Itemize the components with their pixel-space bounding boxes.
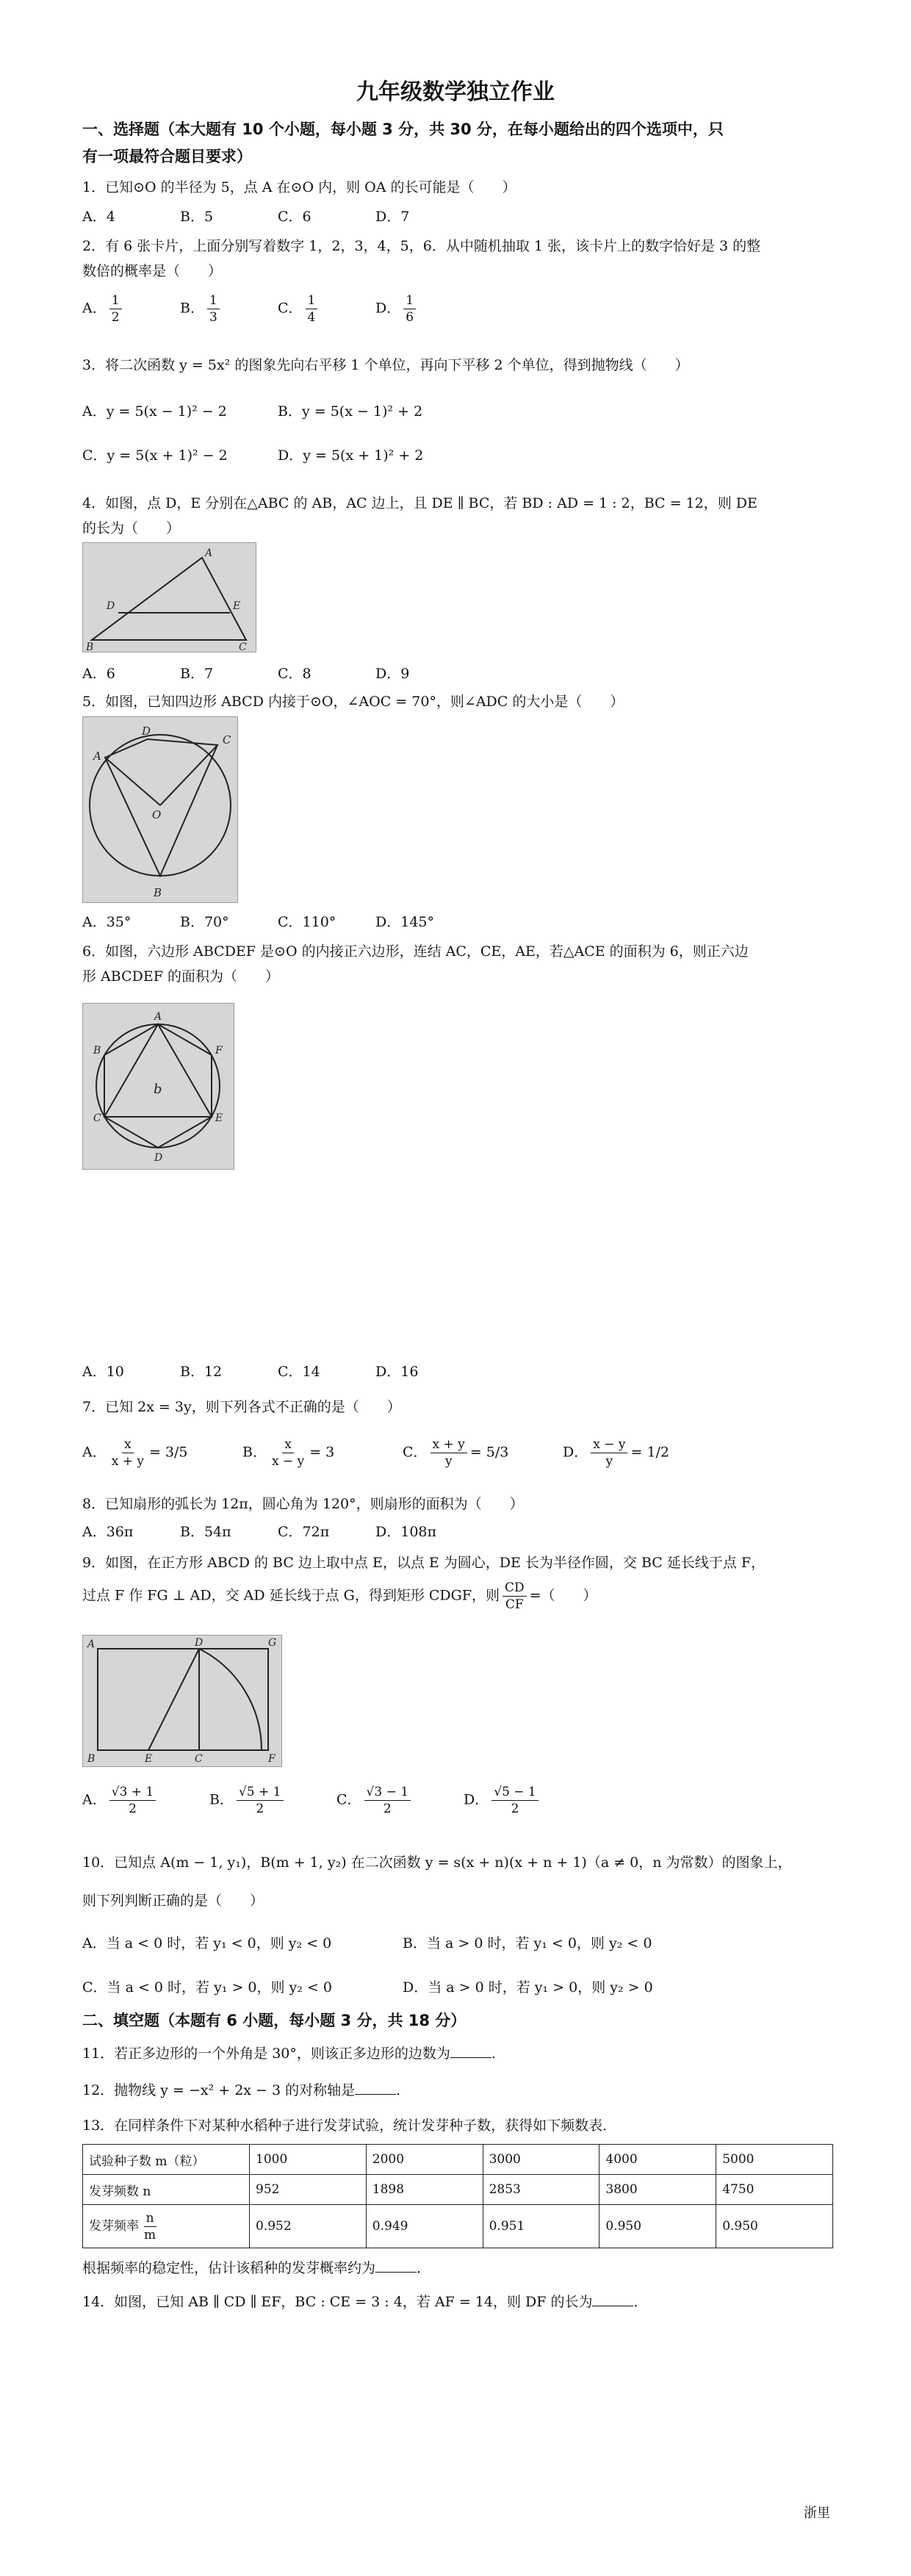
q4-label-e: E	[233, 600, 241, 612]
question-4-line2: 的长为（ ）	[82, 520, 181, 536]
q9-option-d: D． $\frac{√5 - 1}{2}$	[464, 1784, 541, 1817]
question-10-line2: 则下列判断正确的是（ ）	[82, 1893, 264, 1909]
q4-label-a: A	[205, 547, 213, 559]
q9-label-d: D	[195, 1637, 204, 1649]
table-cell: 0.952	[250, 2205, 367, 2248]
q6-hexagon-figure	[82, 1003, 234, 1170]
question-10-line1: 10．已知点 A(m − 1, y₁)，B(m + 1, y₂) 在二次函数 y = s(x + n)(x + n + 1)（a ≠ 0，n 为常数）的图象上，	[82, 1854, 792, 1871]
question-12: 12．抛物线 y = −x² + 2x − 3 的对称轴是 ．	[82, 2078, 410, 2103]
q5-figure-svg	[83, 717, 237, 902]
q5-label-c: C	[223, 733, 231, 746]
q8-option-a: A．36π	[82, 1524, 134, 1540]
q9-label-e: E	[145, 1753, 153, 1765]
q5-option-c: C．110°	[278, 914, 336, 930]
q6-label-o: b	[154, 1082, 162, 1097]
q10-option-c: C．当 a < 0 时，若 y₁ > 0，则 y₂ < 0	[82, 1979, 332, 1996]
table-row	[83, 2175, 833, 2205]
q9-square-figure	[82, 1635, 282, 1767]
table-cell: 2000	[366, 2145, 483, 2175]
q5-option-b: B．70°	[180, 914, 229, 930]
q13-answer-blank[interactable]	[375, 2257, 417, 2273]
section-1-heading-line2: 有一项最符合题目要求）	[82, 148, 252, 165]
q8-option-b: B．54π	[180, 1524, 231, 1540]
question-2-line1: 2．有 6 张卡片，上面分别写着数字 1，2，3，4，5，6．从中随机抽取 1 张，该卡片上的数字恰好是 3 的整	[82, 238, 761, 254]
q1-option-d: D．7	[375, 209, 410, 225]
q12-answer-blank[interactable]	[355, 2079, 396, 2095]
segment-co	[160, 745, 217, 805]
arc-df	[199, 1649, 262, 1750]
q4-label-d: D	[107, 600, 115, 612]
row-header-n: 发芽频数 n	[83, 2175, 250, 2205]
germination-table	[82, 2144, 833, 2248]
question-2-line2: 数倍的概率是（ ）	[82, 263, 223, 279]
q2-option-b: B． $\frac{1}{3}$	[180, 292, 223, 325]
table-cell: 0.951	[483, 2205, 599, 2248]
q10-option-b: B．当 a > 0 时，若 y₁ < 0，则 y₂ < 0	[403, 1935, 652, 1951]
question-7: 7．已知 2x = 3y，则下列各式不正确的是（ ）	[82, 1399, 401, 1415]
question-3: 3．将二次函数 y = 5x² 的图象先向右平移 1 个单位，再向下平移 2 个单位，得到抛物线（ ）	[82, 357, 689, 373]
question-9-line2: 过点 F 作 FG ⊥ AD，交 AD 延长线于点 G，得到矩形 CDGF，则 $\frac{CD}{CF}$ =（ ）	[82, 1580, 597, 1612]
q1-option-a: A．4	[82, 209, 115, 225]
q9-option-b: B． $\frac{√5 + 1}{2}$	[209, 1784, 287, 1817]
table-cell: 4000	[599, 2145, 716, 2175]
q6-option-a: A．10	[82, 1364, 124, 1380]
table-cell: 3000	[483, 2145, 599, 2175]
footer-watermark: 浙里	[804, 2505, 830, 2521]
q9-label-a: A	[87, 1638, 96, 1650]
table-cell: 952	[250, 2175, 367, 2205]
q6-label-b: B	[93, 1045, 101, 1057]
q6-option-d: D．16	[375, 1364, 419, 1380]
table-cell: 0.950	[716, 2205, 833, 2248]
q9-label-f: F	[268, 1753, 276, 1765]
q10-option-a: A．当 a < 0 时，若 y₁ < 0，则 y₂ < 0	[82, 1935, 332, 1951]
triangle-abc	[92, 558, 246, 640]
q6-option-b: B．12	[180, 1364, 223, 1380]
question-13: 13．在同样条件下对某种水稻种子进行发芽试验，统计发芽种子数，获得如下频数表．	[82, 2118, 617, 2134]
table-cell: 5000	[716, 2145, 833, 2175]
q9-option-c: C． $\frac{√3 - 1}{2}$	[336, 1784, 414, 1817]
q9-option-a: A． $\frac{√3 + 1}{2}$	[82, 1784, 159, 1817]
q9-figure-svg	[83, 1636, 281, 1766]
q2-option-c: C． $\frac{1}{4}$	[278, 292, 320, 325]
question-1: 1．已知⊙O 的半径为 5，点 A 在⊙O 内，则 OA 的长可能是（ ）	[82, 179, 516, 195]
q10-option-d: D．当 a > 0 时，若 y₁ > 0，则 y₂ > 0	[403, 1979, 653, 1996]
q6-label-c: C	[93, 1112, 101, 1124]
q5-label-b: B	[154, 886, 162, 899]
section-1-heading-line1: 一、选择题（本大题有 10 个小题，每小题 3 分，共 30 分，在每小题给出的四个选项中，只	[82, 120, 724, 138]
table-row	[83, 2205, 833, 2248]
q6-label-a: A	[154, 1011, 162, 1023]
q3-option-a: A．y = 5(x − 1)² − 2	[82, 403, 227, 420]
q9-label-c: C	[195, 1753, 203, 1765]
q14-answer-blank[interactable]	[592, 2291, 633, 2306]
q6-label-d: D	[154, 1152, 163, 1164]
quadrilateral-abcd	[105, 739, 217, 876]
table-cell: 3800	[599, 2175, 716, 2205]
q11-answer-blank[interactable]	[450, 2043, 491, 2058]
question-14: 14．如图，已知 AB ∥ CD ∥ EF，BC : CE = 3 : 4，若 AF = 14，则 DF 的长为 ．	[82, 2289, 647, 2314]
table-cell: 4750	[716, 2175, 833, 2205]
question-6-line2: 形 ABCDEF 的面积为（ ）	[82, 968, 279, 985]
q5-label-a: A	[93, 749, 101, 763]
q5-circle-figure	[82, 716, 238, 903]
q1-option-c: C．6	[278, 209, 312, 225]
q2-option-a: A． $\frac{1}{2}$	[82, 292, 125, 325]
row-header-m: 试验种子数 m（粒）	[83, 2145, 250, 2175]
row-header-frequency: 发芽频率 $\frac{n}{m}$	[83, 2205, 250, 2248]
table-cell: 2853	[483, 2175, 599, 2205]
q4-option-d: D．9	[375, 666, 410, 682]
q6-label-f: F	[215, 1045, 223, 1057]
q3-option-c: C．y = 5(x + 1)² − 2	[82, 447, 228, 464]
question-9-line1: 9．如图，在正方形 ABCD 的 BC 边上取中点 E，以点 E 为圆心，DE 长为半径作圆，交 BC 延长线于点 F，	[82, 1555, 766, 1571]
q6-label-e: E	[215, 1112, 223, 1124]
q7-option-d: D． $\frac{x - y}{y}$ = 1/2	[563, 1437, 670, 1469]
q6-option-c: C．14	[278, 1364, 320, 1380]
table-cell: 1898	[366, 2175, 483, 2205]
q9-label-b: B	[87, 1753, 96, 1765]
question-4-line1: 4．如图，点 D，E 分别在△ABC 的 AB，AC 边上，且 DE ∥ BC，若 BD : AD = 1 : 2，BC = 12，则 DE	[82, 495, 757, 511]
q5-option-d: D．145°	[375, 914, 434, 930]
q7-option-a: A． $\frac{x}{x + y}$ = 3/5	[82, 1437, 188, 1469]
q8-option-c: C．72π	[278, 1524, 330, 1540]
segment-ao	[105, 758, 160, 805]
q2-option-d: D． $\frac{1}{6}$	[375, 292, 419, 325]
q4-label-b: B	[86, 641, 94, 652]
triangle-ace	[104, 1024, 212, 1117]
q4-figure-svg	[83, 543, 256, 652]
q4-triangle-figure	[82, 542, 256, 652]
table-cell: 1000	[250, 2145, 367, 2175]
q6-figure-svg	[83, 1004, 234, 1169]
table-cell: 0.949	[366, 2205, 483, 2248]
q4-option-a: A．6	[82, 666, 115, 682]
q8-option-d: D．108π	[375, 1524, 436, 1540]
question-6-line1: 6．如图，六边形 ABCDEF 是⊙O 的内接正六边形，连结 AC，CE，AE，若△ACE 的面积为 6，则正六边	[82, 943, 749, 960]
question-8: 8．已知扇形的弧长为 12π，圆心角为 120°，则扇形的面积为（ ）	[82, 1496, 524, 1512]
q5-label-o: O	[152, 808, 162, 821]
q4-label-c: C	[239, 641, 247, 652]
section-2-heading: 二、填空题（本题有 6 小题，每小题 3 分，共 18 分）	[82, 2012, 467, 2029]
q7-option-b: B． $\frac{x}{x - y}$ = 3	[242, 1437, 335, 1469]
page-title: 九年级数学独立作业	[356, 79, 555, 105]
table-row	[83, 2145, 833, 2175]
q4-option-b: B．7	[180, 666, 214, 682]
rectangle-abfg	[98, 1649, 268, 1750]
q9-label-g: G	[268, 1637, 277, 1649]
segment-ed	[148, 1649, 199, 1750]
question-13-followup: 根据频率的稳定性，估计该稻种的发芽概率约为 ．	[82, 2256, 431, 2281]
q5-option-a: A．35°	[82, 914, 132, 930]
question-11: 11．若正多边形的一个外角是 30°，则该正多边形的边数为 ．	[82, 2041, 505, 2066]
table-cell: 0.950	[599, 2205, 716, 2248]
q5-label-d: D	[142, 724, 151, 738]
q4-option-c: C．8	[278, 666, 312, 682]
question-5: 5．如图，已知四边形 ABCD 内接于⊙O，∠AOC = 70°，则∠ADC 的大小是（ ）	[82, 694, 624, 710]
q3-option-b: B．y = 5(x − 1)² + 2	[278, 403, 423, 420]
q7-option-c: C． $\frac{x + y}{y}$ = 5/3	[403, 1437, 509, 1469]
q3-option-d: D．y = 5(x + 1)² + 2	[278, 447, 424, 464]
q1-option-b: B．5	[180, 209, 214, 225]
